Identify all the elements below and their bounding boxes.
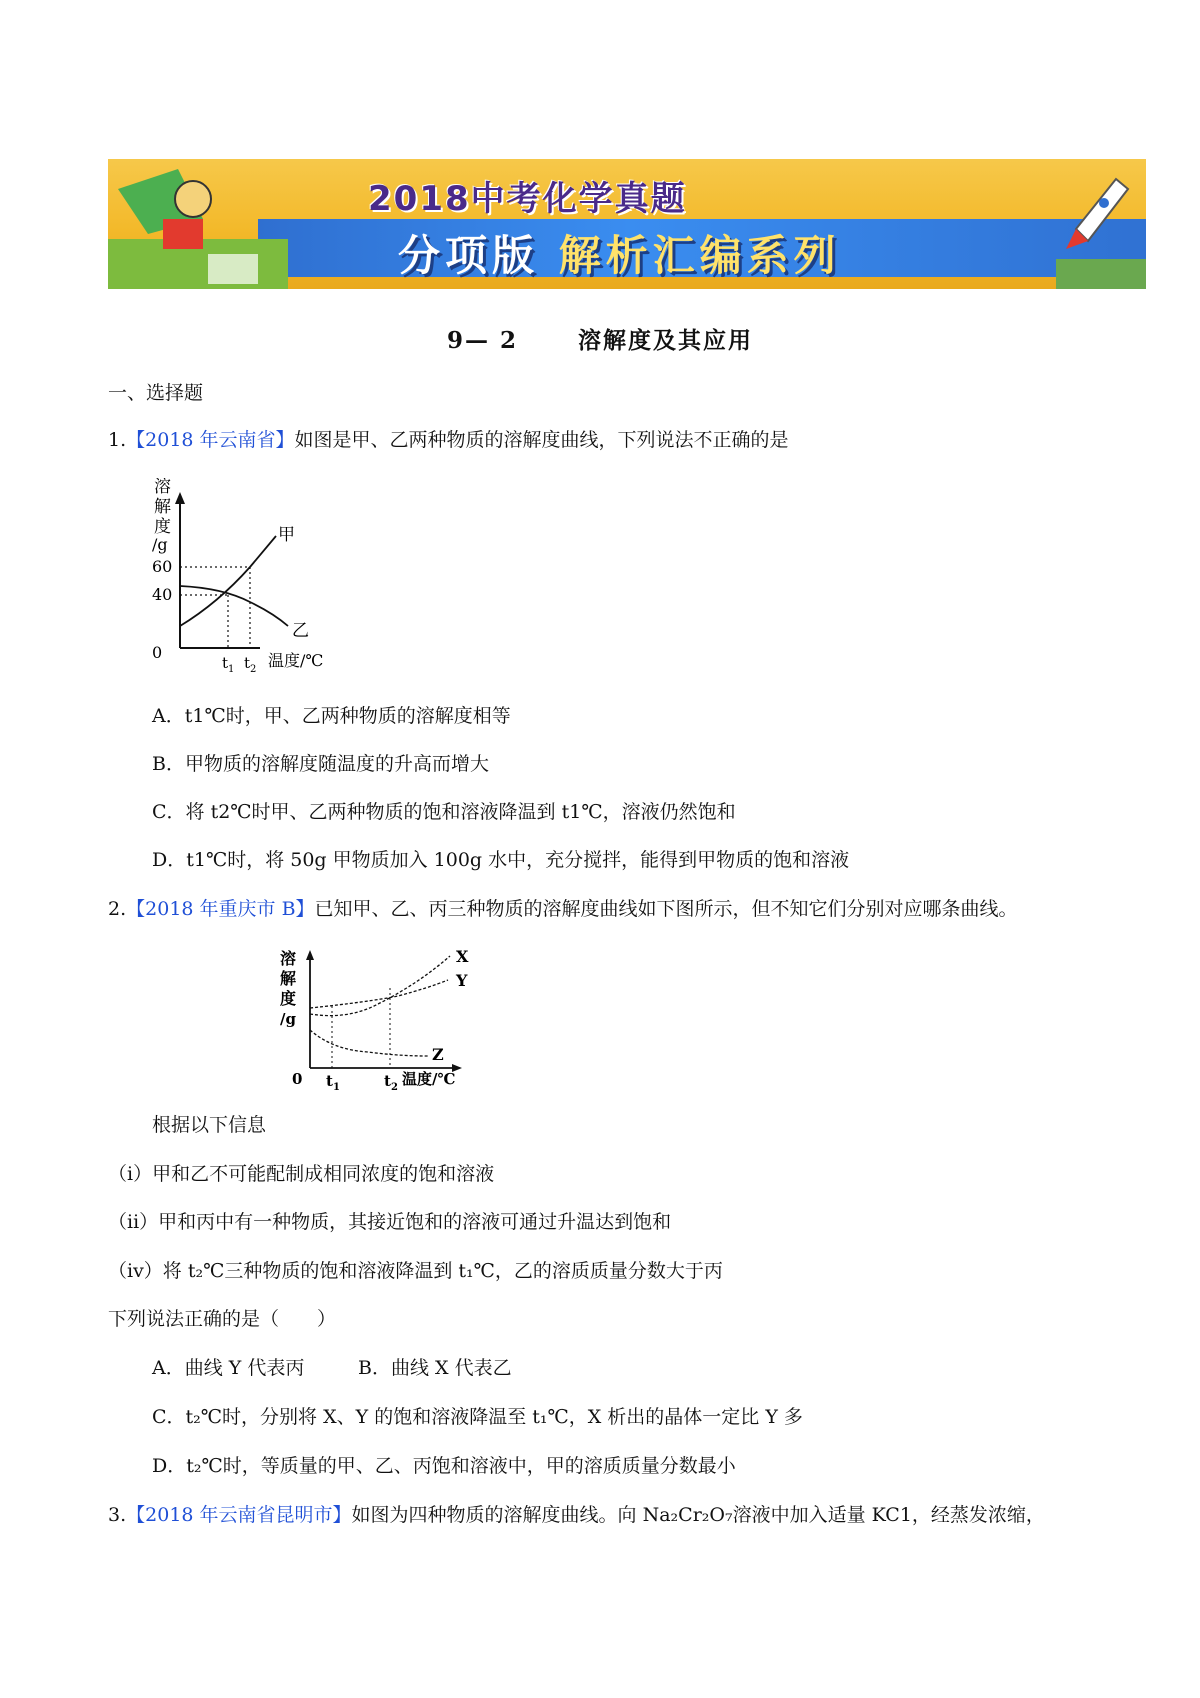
q1-option-a: A．t1℃时，甲、乙两种物质的溶解度相等 — [152, 705, 511, 727]
cartoon-figure-icon — [108, 159, 288, 289]
chart2-xtick-t2: $t_2$ — [384, 1072, 398, 1093]
chart2-xlabel: 温度/℃ — [402, 1070, 456, 1088]
q1-option-b: B．甲物质的溶解度随温度的升高而增大 — [152, 753, 489, 775]
chart1-ylabel-4: /g — [152, 535, 168, 554]
q2-option-d: D．t₂℃时，等质量的甲、乙、丙饱和溶液中，甲的溶质质量分数最小 — [152, 1455, 736, 1477]
q2-info-2: （ⅱ）甲和丙中有一种物质，其接近饱和的溶液可通过升温达到饱和 — [108, 1211, 672, 1233]
chart2-label-y: Y — [456, 971, 468, 990]
q2-info-3: （ⅳ）将 t₂℃三种物质的饱和溶液降温到 t₁℃，乙的溶质质量分数大于丙 — [108, 1260, 723, 1282]
chart2-curve-x — [310, 956, 450, 1016]
q2-option-a: A．曲线 Y 代表丙 — [152, 1357, 305, 1379]
chart1-ylabel-3: 度 — [154, 517, 171, 537]
chart2-origin: 0 — [292, 1070, 303, 1088]
chart2-ylabel-3: 度 — [280, 989, 297, 1008]
chart1-ytick-60: 60 — [152, 557, 173, 576]
chart1-label-yi: 乙 — [292, 621, 309, 641]
banner-strip — [258, 219, 1146, 280]
chart1-ylabel-1: 溶 — [154, 478, 171, 497]
chart1-xtick-t2: $t_2$ — [244, 654, 257, 675]
q1-option-c: C．将 t2℃时甲、乙两种物质的饱和溶液降温到 t1℃，溶液仍然饱和 — [152, 801, 736, 823]
chart2-curve-z — [310, 1030, 428, 1056]
question-1-stem: 1.【2018 年云南省】如图是甲、乙两种物质的溶解度曲线，下列说法不正确的是 — [108, 429, 789, 451]
q2-option-b: B．曲线 X 代表乙 — [358, 1357, 512, 1379]
chart1-xtick-t1: $t_1$ — [222, 654, 235, 675]
chart2-y-arrow — [306, 950, 314, 960]
q2-ask: 下列说法正确的是（ ） — [108, 1308, 337, 1330]
chart1-label-jia: 甲 — [278, 525, 295, 545]
question-3-stem: 3.【2018 年云南省昆明市】如图为四种物质的溶解度曲线。向 Na₂Cr₂O₇溶液中加入适量 KC1，经蒸发浓缩， — [108, 1504, 1045, 1526]
chart1-xlabel: 温度/℃ — [268, 651, 324, 670]
banner-subtitle: 分项版 解析汇编系列 — [398, 231, 841, 280]
section-heading: 一、选择题 — [108, 382, 204, 404]
chart1-curve-jia — [180, 536, 276, 626]
chart1-curve-yi — [180, 586, 288, 626]
q2-option-c: C．t₂℃时，分别将 X、Y 的饱和溶液降温至 t₁℃，X 析出的晶体一定比 Y 多 — [152, 1406, 803, 1428]
solubility-chart-2 — [278, 946, 488, 1096]
question-2-source: 【2018 年重庆市 B】 — [126, 898, 315, 920]
chart1-ylabel-2: 解 — [154, 497, 171, 517]
page-title: 9— 2 溶解度及其应用 — [446, 327, 754, 354]
solubility-chart-1 — [148, 478, 358, 678]
q1-option-d: D．t1℃时，将 50g 甲物质加入 100g 水中，充分搅拌，能得到甲物质的饱和溶液 — [152, 849, 850, 871]
chart2-label-x: X — [456, 947, 469, 966]
question-3-source: 【2018 年云南省昆明市】 — [126, 1504, 352, 1526]
question-1-source: 【2018 年云南省】 — [126, 429, 295, 451]
q2-info-1: （ⅰ）甲和乙不可能配制成相同浓度的饱和溶液 — [108, 1163, 495, 1185]
chart2-label-z: Z — [432, 1045, 444, 1064]
banner-title: 2018中考化学真题 — [368, 179, 687, 219]
rocket-icon — [1056, 159, 1146, 289]
q2-info-head: 根据以下信息 — [152, 1114, 267, 1136]
chart2-xtick-t1: $t_1$ — [326, 1072, 340, 1093]
chart1-origin: 0 — [152, 643, 163, 662]
question-2-stem: 2.【2018 年重庆市 B】已知甲、乙、丙三种物质的溶解度曲线如下图所示，但不知它们分别对应哪条曲线。 — [108, 898, 1018, 920]
chart1-y-arrow — [175, 492, 185, 504]
chart2-ylabel-4: /g — [280, 1010, 296, 1028]
chart2-ylabel-1: 溶 — [280, 949, 297, 968]
header-banner — [108, 159, 1146, 289]
chart2-ylabel-2: 解 — [280, 969, 297, 988]
chart1-ytick-40: 40 — [152, 585, 173, 604]
